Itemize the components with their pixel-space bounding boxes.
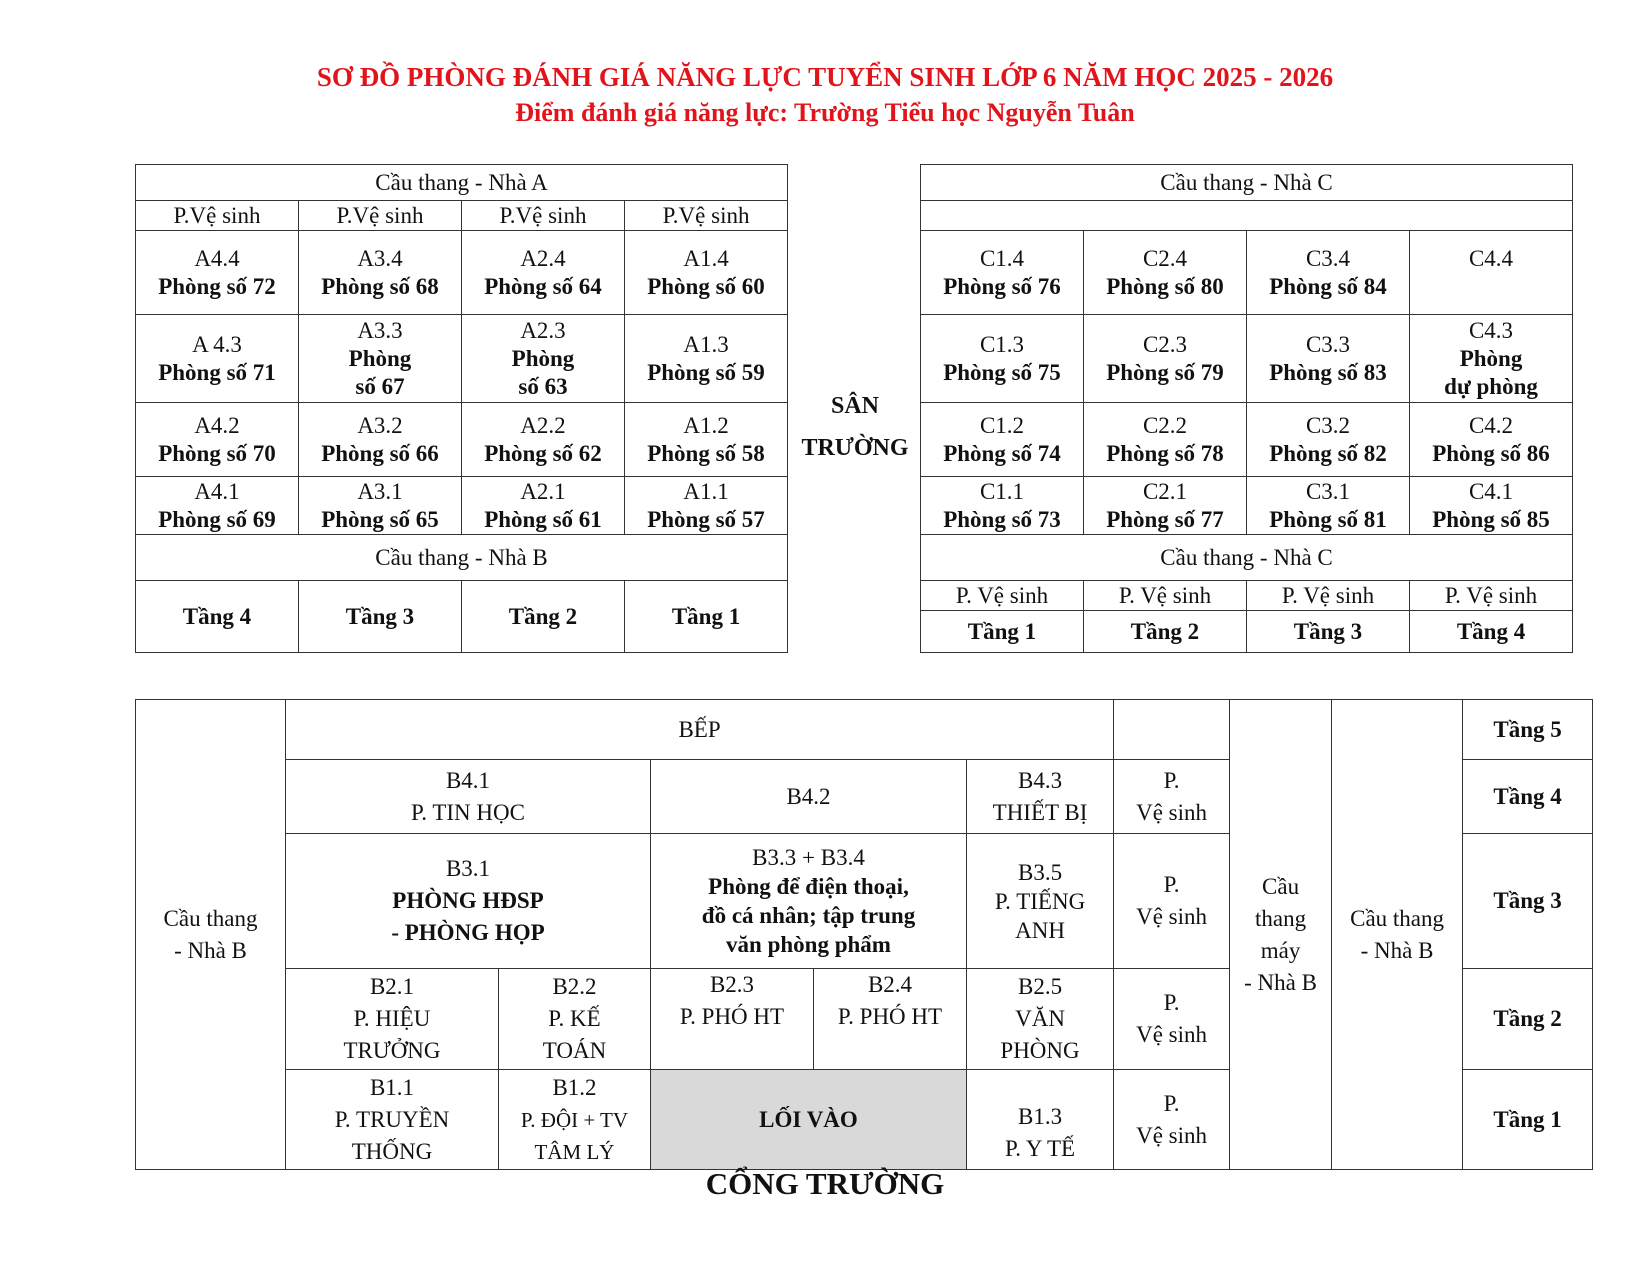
room-name-line2: TÂM LÝ bbox=[534, 1139, 615, 1164]
building-c-wc-row bbox=[921, 581, 1573, 611]
left-stairs-line2: - Nhà B bbox=[174, 937, 247, 963]
room-b25 bbox=[967, 969, 1114, 1070]
building-a-row bbox=[136, 315, 788, 403]
page-title: SƠ ĐỒ PHÒNG ĐÁNH GIÁ NĂNG LỰC TUYỂN SINH LỚP 6 NĂM HỌC 2025 - 2026 bbox=[316, 62, 1334, 92]
elevator-line1: Cầu bbox=[1262, 873, 1300, 899]
room-name-line2: đồ cá nhân; tập trung bbox=[701, 903, 916, 928]
stairs-c-bottom: Cầu thang - Nhà C bbox=[921, 535, 1573, 581]
wc-cell bbox=[1114, 969, 1230, 1070]
empty-row bbox=[921, 201, 1573, 231]
room-cell bbox=[299, 315, 462, 403]
room-number: Phòng số 84 bbox=[1269, 273, 1387, 299]
room-cell bbox=[136, 403, 299, 477]
room-name-line1: P. TRUYỀN bbox=[334, 1106, 450, 1132]
room-cell bbox=[1247, 231, 1410, 315]
room-cell bbox=[625, 403, 788, 477]
room-cell bbox=[921, 403, 1084, 477]
room-number-line2: số 63 bbox=[518, 373, 568, 399]
building-b-table bbox=[135, 699, 1593, 1170]
room-number: Phòng số 59 bbox=[647, 359, 765, 385]
room-b24 bbox=[814, 969, 967, 1070]
room-code: A3.4 bbox=[357, 245, 403, 271]
room-code: A3.1 bbox=[357, 478, 403, 504]
room-number: Phòng số 72 bbox=[158, 273, 276, 299]
room-number: Phòng số 65 bbox=[321, 506, 439, 532]
room-number bbox=[1410, 273, 1572, 301]
room-number: Phòng số 68 bbox=[321, 273, 439, 299]
room-cell bbox=[1247, 315, 1410, 403]
room-code: A1.4 bbox=[683, 245, 729, 271]
room-code: C1.3 bbox=[979, 331, 1025, 357]
floor-label: Tầng 1 bbox=[625, 581, 788, 653]
wc-cell: P. Vệ sinh bbox=[1247, 581, 1410, 611]
floor-label: Tầng 3 bbox=[1247, 611, 1410, 653]
room-code: A1.3 bbox=[683, 331, 729, 357]
empty-cell bbox=[1114, 700, 1230, 760]
room-b13 bbox=[967, 1070, 1114, 1170]
room-cell bbox=[462, 403, 625, 477]
room-number: Phòng số 82 bbox=[1269, 440, 1387, 466]
building-a-row bbox=[136, 403, 788, 477]
floor-label: Tầng 2 bbox=[462, 581, 625, 653]
room-number: Phòng số 70 bbox=[158, 440, 276, 466]
room-code: B2.2 bbox=[552, 974, 597, 999]
room-cell bbox=[1084, 403, 1247, 477]
room-number: Phòng số 66 bbox=[321, 440, 439, 466]
room-name: P. PHÓ HT bbox=[837, 1004, 943, 1029]
room-number: Phòng số 74 bbox=[943, 440, 1061, 466]
room-cell bbox=[1410, 477, 1573, 535]
building-c-row bbox=[921, 477, 1573, 535]
room-code: A4.4 bbox=[194, 245, 240, 271]
room-cell bbox=[921, 315, 1084, 403]
wc-cell: P. Vệ sinh bbox=[921, 581, 1084, 611]
room-number: Phòng số 81 bbox=[1269, 506, 1387, 532]
room-code: B1.2 bbox=[552, 1074, 597, 1100]
room-code: B1.3 bbox=[1017, 1104, 1063, 1129]
room-code: B3.1 bbox=[445, 856, 491, 881]
floor-label: Tầng 2 bbox=[1463, 969, 1593, 1070]
room-code: C3.2 bbox=[1305, 412, 1351, 438]
room-cell bbox=[1247, 403, 1410, 477]
room-name-line1: P. ĐỘI + TV bbox=[520, 1107, 629, 1132]
page-subtitle: Điểm đánh giá năng lực: Trường Tiểu học Nguyễn Tuân bbox=[515, 98, 1135, 127]
room-number-line1: Phòng bbox=[348, 345, 412, 371]
room-b22 bbox=[499, 969, 651, 1070]
right-stairs-line1: Cầu thang bbox=[1350, 905, 1445, 931]
room-number: Phòng số 62 bbox=[484, 440, 602, 466]
room-number: Phòng số 73 bbox=[943, 506, 1061, 532]
wc-line1: P. bbox=[1163, 872, 1180, 897]
room-name-line2: - PHÒNG HỌP bbox=[391, 920, 545, 945]
room-b12 bbox=[499, 1070, 651, 1170]
wc-line2: Vệ sinh bbox=[1136, 904, 1208, 929]
room-code: A2.3 bbox=[520, 317, 566, 343]
room-name: P. TIN HỌC bbox=[411, 799, 525, 825]
room-cell bbox=[1410, 315, 1573, 403]
wc-line1: P. bbox=[1163, 767, 1180, 793]
room-cell bbox=[625, 315, 788, 403]
room-code: B4.3 bbox=[1017, 767, 1063, 793]
room-number: Phòng số 60 bbox=[647, 273, 765, 299]
room-code: A2.1 bbox=[520, 478, 566, 504]
room-code: A4.2 bbox=[194, 412, 240, 438]
room-cell bbox=[136, 315, 299, 403]
room-b23 bbox=[651, 969, 814, 1070]
room-code: C4.1 bbox=[1468, 478, 1514, 504]
room-b11 bbox=[286, 1070, 499, 1170]
room-code: A3.3 bbox=[357, 317, 403, 343]
floor-label: Tầng 4 bbox=[1463, 760, 1593, 834]
room-name-line2: ANH bbox=[1015, 917, 1065, 943]
stairs-b-label: Cầu thang - Nhà B bbox=[136, 535, 788, 581]
room-b35 bbox=[967, 834, 1114, 969]
room-cell bbox=[1247, 477, 1410, 535]
room-number: Phòng số 76 bbox=[943, 273, 1061, 299]
room-code: B4.1 bbox=[445, 767, 491, 793]
building-a-row bbox=[136, 477, 788, 535]
room-number: Phòng số 80 bbox=[1106, 273, 1224, 299]
room-name-line1: Phòng để điện thoại, bbox=[708, 874, 909, 899]
room-code: C2.2 bbox=[1142, 412, 1188, 438]
wc-cell: P.Vệ sinh bbox=[462, 201, 625, 231]
room-name-line1: VĂN bbox=[1015, 1006, 1065, 1031]
left-stairs-b bbox=[136, 700, 286, 1170]
room-cell bbox=[299, 477, 462, 535]
wc-cell bbox=[1114, 834, 1230, 969]
room-cell bbox=[299, 231, 462, 315]
room-b42: B4.2 bbox=[651, 760, 967, 834]
wc-line2: Vệ sinh bbox=[1136, 1122, 1208, 1148]
elevator-line4: - Nhà B bbox=[1244, 969, 1317, 995]
room-cell bbox=[462, 231, 625, 315]
room-b21 bbox=[286, 969, 499, 1070]
room-cell bbox=[299, 403, 462, 477]
room-code: C2.1 bbox=[1142, 478, 1188, 504]
room-code: A2.2 bbox=[520, 412, 566, 438]
floor-label: Tầng 1 bbox=[1463, 1070, 1593, 1170]
room-code: C1.4 bbox=[979, 245, 1025, 271]
wc-line1: P. bbox=[1163, 1090, 1180, 1116]
wc-cell: P. Vệ sinh bbox=[1084, 581, 1247, 611]
room-name: P. PHÓ HT bbox=[679, 1004, 785, 1029]
room-number-line2: số 67 bbox=[355, 373, 405, 399]
schoolyard-line1: SÂN bbox=[830, 393, 879, 419]
room-code: C3.4 bbox=[1305, 245, 1351, 271]
wc-cell: P.Vệ sinh bbox=[136, 201, 299, 231]
room-code: A1.1 bbox=[683, 478, 729, 504]
building-c-row bbox=[921, 231, 1573, 315]
room-code: C3.1 bbox=[1305, 478, 1351, 504]
left-stairs-line1: Cầu thang bbox=[163, 905, 258, 931]
room-code: C4.3 bbox=[1468, 317, 1514, 343]
elevator-line2: thang bbox=[1255, 905, 1307, 931]
room-code: B3.5 bbox=[1017, 859, 1063, 885]
room-code: C1.1 bbox=[979, 478, 1025, 504]
floor-label: Tầng 5 bbox=[1463, 700, 1593, 760]
room-cell bbox=[1084, 231, 1247, 315]
entrance: LỐI VÀO bbox=[651, 1070, 967, 1170]
room-number-line1: Phòng bbox=[1459, 345, 1523, 371]
room-number: Phòng số 86 bbox=[1432, 440, 1550, 466]
school-gate-label: CỔNG TRƯỜNG bbox=[705, 1166, 945, 1201]
floor-label: Tầng 3 bbox=[299, 581, 462, 653]
stairs-c-top: Cầu thang - Nhà C bbox=[921, 165, 1573, 201]
building-a-floor-row bbox=[136, 581, 788, 653]
wc-cell: P. Vệ sinh bbox=[1410, 581, 1573, 611]
room-number-line1: Phòng bbox=[511, 345, 575, 371]
room-cell bbox=[1084, 477, 1247, 535]
room-code: B2.1 bbox=[369, 974, 415, 999]
wc-cell bbox=[1114, 760, 1230, 834]
room-name-line2: THỐNG bbox=[351, 1138, 433, 1164]
building-c-table bbox=[920, 164, 1573, 653]
room-code: C2.3 bbox=[1142, 331, 1188, 357]
room-code: B2.4 bbox=[867, 972, 913, 997]
room-number: Phòng số 83 bbox=[1269, 359, 1387, 385]
floor-label: Tầng 4 bbox=[1410, 611, 1573, 653]
building-a-row bbox=[136, 231, 788, 315]
room-name-line1: P. TIẾNG bbox=[994, 888, 1086, 914]
room-number: Phòng số 71 bbox=[158, 359, 276, 385]
building-c-row bbox=[921, 315, 1573, 403]
floor-label: Tầng 2 bbox=[1084, 611, 1247, 653]
room-code: C1.2 bbox=[979, 412, 1025, 438]
room-cell bbox=[625, 231, 788, 315]
room-cell bbox=[625, 477, 788, 535]
room-name-line2: TOÁN bbox=[542, 1038, 607, 1063]
wc-cell bbox=[1114, 1070, 1230, 1170]
wc-line2: Vệ sinh bbox=[1136, 799, 1208, 825]
kitchen: BẾP bbox=[286, 700, 1114, 760]
floor-label: Tầng 1 bbox=[921, 611, 1084, 653]
room-code: B2.5 bbox=[1017, 974, 1063, 999]
room-b33-b34 bbox=[651, 834, 967, 969]
room-name-line3: văn phòng phẩm bbox=[726, 932, 891, 957]
room-b41 bbox=[286, 760, 651, 834]
building-a-wc-row bbox=[136, 201, 788, 231]
wc-cell: P.Vệ sinh bbox=[299, 201, 462, 231]
room-b43 bbox=[967, 760, 1114, 834]
room-cell bbox=[1410, 403, 1573, 477]
room-cell bbox=[921, 231, 1084, 315]
room-name: P. Y TẾ bbox=[1004, 1136, 1076, 1161]
room-number: Phòng số 61 bbox=[484, 506, 602, 532]
room-cell bbox=[1084, 315, 1247, 403]
room-number: Phòng số 58 bbox=[647, 440, 765, 466]
room-b31 bbox=[286, 834, 651, 969]
room-number: Phòng số 85 bbox=[1432, 506, 1550, 532]
room-number: Phòng số 57 bbox=[647, 506, 765, 532]
room-code: B2.3 bbox=[709, 972, 755, 997]
room-code: B1.1 bbox=[369, 1074, 415, 1100]
room-code: A1.2 bbox=[683, 412, 729, 438]
room-number: Phòng số 78 bbox=[1106, 440, 1224, 466]
room-name-line2: PHÒNG bbox=[1000, 1038, 1080, 1063]
room-name-line2: TRƯỞNG bbox=[343, 1038, 441, 1063]
stairs-a-top: Cầu thang - Nhà A bbox=[136, 165, 788, 201]
elevator-b bbox=[1230, 700, 1332, 1170]
room-number: Phòng số 69 bbox=[158, 506, 276, 532]
room-code: C4.2 bbox=[1468, 412, 1514, 438]
room-cell bbox=[921, 477, 1084, 535]
room-code: A2.4 bbox=[520, 245, 566, 271]
room-number-line2: dự phòng bbox=[1444, 373, 1538, 399]
room-name-line1: P. HIỆU bbox=[353, 1006, 431, 1031]
building-a-table bbox=[135, 164, 788, 653]
room-code: C2.4 bbox=[1142, 245, 1188, 271]
floor-label: Tầng 4 bbox=[136, 581, 299, 653]
wc-line2: Vệ sinh bbox=[1136, 1022, 1208, 1047]
room-cell bbox=[136, 477, 299, 535]
right-stairs-b bbox=[1332, 700, 1463, 1170]
room-code: A4.1 bbox=[194, 478, 240, 504]
room-code: B3.3 + B3.4 bbox=[752, 845, 865, 870]
room-name: THIẾT BỊ bbox=[992, 799, 1088, 825]
room-number: Phòng số 75 bbox=[943, 359, 1061, 385]
schoolyard-line2: TRƯỜNG bbox=[801, 435, 909, 461]
right-stairs-line2: - Nhà B bbox=[1360, 937, 1434, 963]
floor-label: Tầng 3 bbox=[1463, 834, 1593, 969]
room-cell bbox=[1410, 231, 1573, 315]
room-code: C3.3 bbox=[1305, 331, 1351, 357]
room-code: C4.4 bbox=[1468, 245, 1514, 271]
wc-line1: P. bbox=[1163, 990, 1180, 1015]
room-cell bbox=[462, 477, 625, 535]
room-number: Phòng số 64 bbox=[484, 273, 602, 299]
room-name-line1: P. KẾ bbox=[548, 1006, 601, 1031]
room-number: Phòng số 77 bbox=[1106, 506, 1224, 532]
room-code: A3.2 bbox=[357, 412, 403, 438]
room-number: Phòng số 79 bbox=[1106, 359, 1224, 385]
room-name-line1: PHÒNG HĐSP bbox=[392, 888, 544, 913]
room-cell bbox=[462, 315, 625, 403]
room-cell bbox=[136, 231, 299, 315]
room-code: A 4.3 bbox=[192, 331, 242, 357]
schoolyard-label bbox=[790, 385, 920, 469]
elevator-line3: máy bbox=[1260, 937, 1301, 963]
building-c-row bbox=[921, 403, 1573, 477]
building-c-floor-row bbox=[921, 611, 1573, 653]
wc-cell: P.Vệ sinh bbox=[625, 201, 788, 231]
